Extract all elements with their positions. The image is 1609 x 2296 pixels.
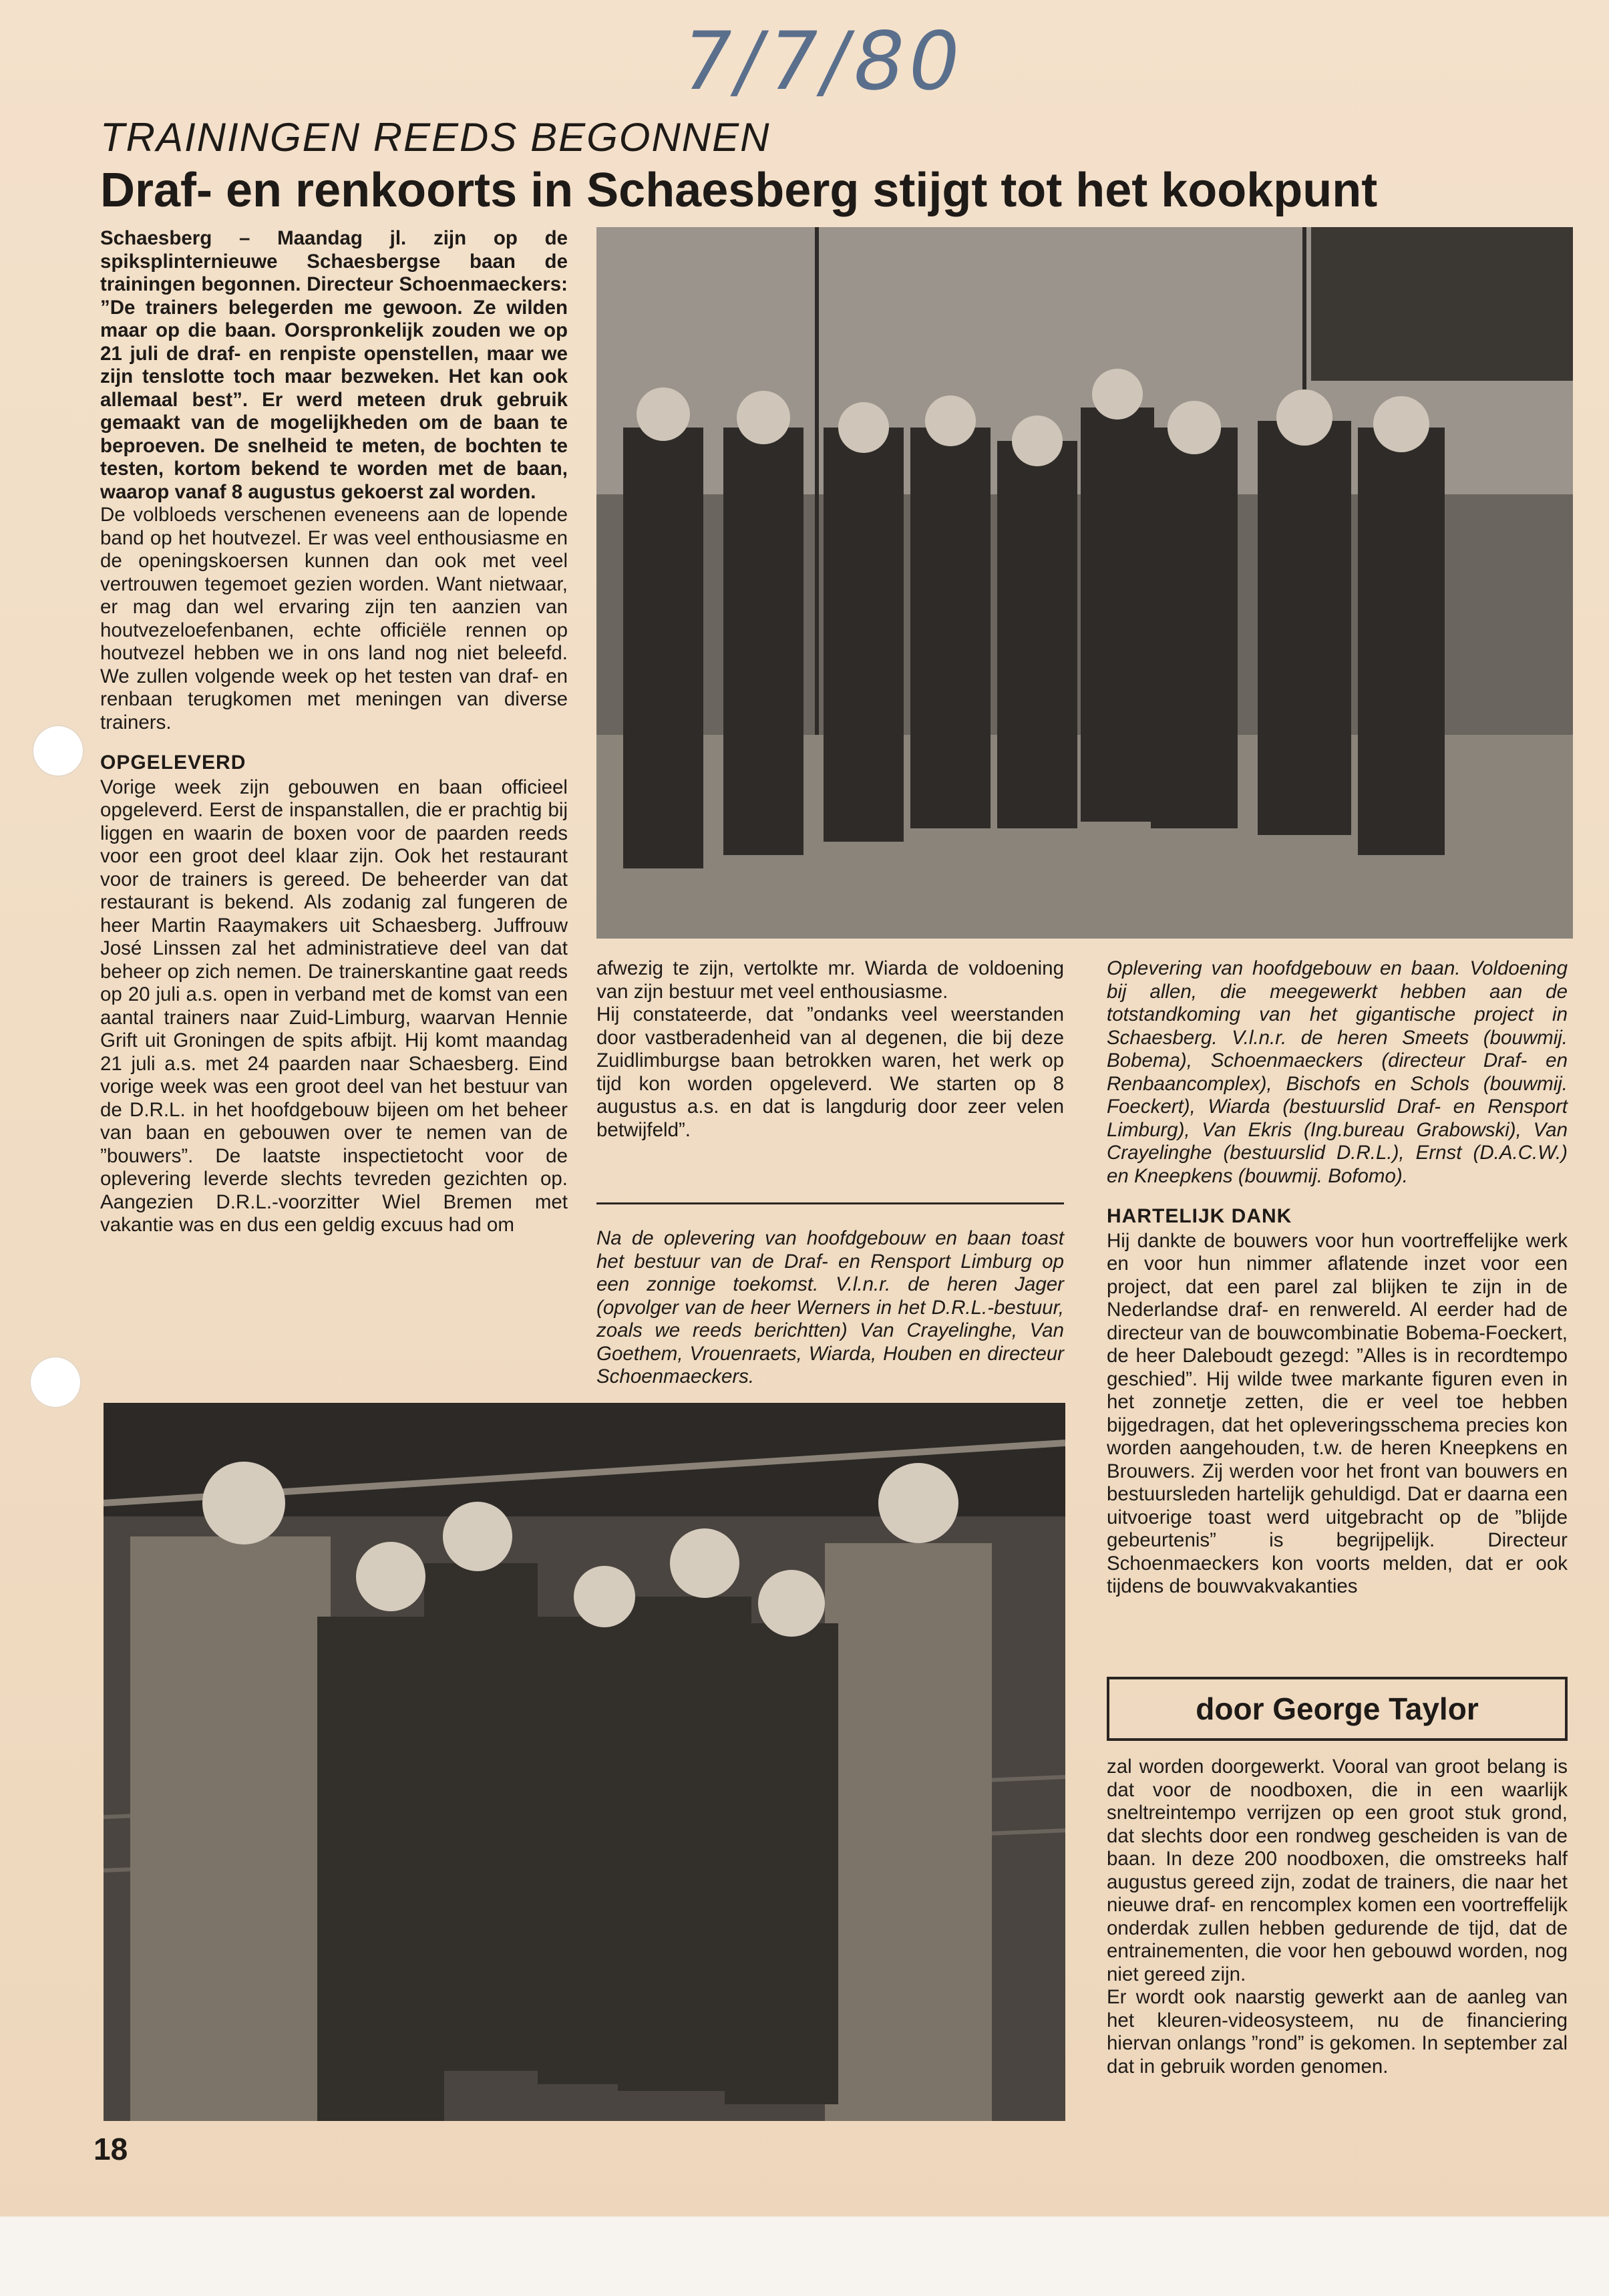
kicker: TRAININGEN REEDS BEGONNEN [100, 115, 771, 160]
paragraph: zal worden doorgewerkt. Vooral van groot belang is dat voor de noodboxen, die in een waarlijk sneltreintempo verrijzen op een groot stuk grond, dat slechts door een rondweg gescheiden is van de baan. In deze 200 noodboxen, die omstreeks half augustus gereed zijn, zodat de trainers, die naar het nieuwe draf- en rencomplex komen een voortreffelijk onderdak zullen hebben gedurende de tijd, dat de entrainementen, die voor hen gebouwd worden, nog niet gereed zijn. [1107, 1756, 1568, 1985]
photo-group-on-stand [596, 227, 1573, 939]
byline: door George Taylor [1107, 1677, 1568, 1741]
paragraph: Hij dankte de bouwers voor hun voortreffelijke werk en voor hun nimmer aflatende inzet voor een project, dat een parel zal blijken te zijn in de Nederlandse draf- en renwereld. Al eerder had de directeur van de bouwcombinatie Bobema-Foeckert, de heer Daleboudt gezegd: ”Alles is in recordtempo geschied”. Hij wilde twee markante figuren even in het zonnetje zetten, die er veel toe hebben bijgedragen, dat het opleveringsschema precies kon worden aangehouden, t.w. de heren Kneepkens en Brouwers. Zij werden voor het front van bouwers en bestuursleden hartelijk gehuldigd. Dat er daarna een uitvoerige toast werd uitgebracht op de ”blijde gebeurtenis” is begrijpelijk. Directeur Schoenmaeckers kon voorts melden, dat er ook tijdens de bouwvakvakanties [1107, 1229, 1568, 1597]
page-number: 18 [94, 2132, 128, 2166]
photo-caption: Oplevering van hoofdgebouw en baan. Voldoening bij allen, die meegewerkt hebben aan de totstandkoming van het gigantische project in Schaesberg. V.l.n.r. de heren Smeets (bouwmij. Bobema), Schoenmaeckers (directeur Draf- en Renbaancomplex), Bischofs en Schols (bouwmij. Foeckert), Wiarda (bestuurslid Draf- en Rensport Limburg), Van Ekris (Ing.bureau Grabowski), Van Crayelinghe (bestuurslid D.R.L.), Ernst (D.A.C.W.) en Kneepkens (bouwmij. Bofomo). [1107, 957, 1568, 1187]
paragraph: Hij constateerde, dat ”ondanks veel weerstanden door vastberadenheid van al degenen, die bij deze Zuidlimburgse baan betrokken waren, het werk op tijd kon worden opgeleverd. We starten op 8 augustus a.s. en dat is langdurig door zeer velen betwijfeld”. [596, 1003, 1064, 1141]
photo-toast [104, 1403, 1065, 2121]
column-3-continued [1107, 1756, 1568, 2078]
column-2 [596, 957, 1064, 1142]
punch-hole [32, 725, 84, 777]
paragraph: Er wordt ook naarstig gewerkt aan de aanleg van het kleuren-videosysteem, nu de financiering hiervan onlangs ”rond” is gekomen. In september zal dat in gebruik worden genomen. [1107, 1986, 1568, 2078]
lead-paragraph: Schaesberg – Maandag jl. zijn op de spiksplinternieuwe Schaesbergse baan de trainingen begonnen. Directeur Schoenmaeckers: ”De trainers belegerden me gewoon. Ze wilden maar op die baan. Oorspronkelijk zouden we op 21 juli de draf- en renpiste openstellen, maar we zijn tenslotte toch maar bezweken. Het kan ook allemaal best”. Er werd meteen druk gebruik gemaakt van de mogelijkheden om de baan te beproeven. De snelheid te meten, de bochten te testen, kortom bekend te worden met de baan, waarop vanaf 8 augustus gekoerst zal worden. [100, 227, 568, 503]
paragraph: Vorige week zijn gebouwen en baan officieel opgeleverd. Eerst de inspanstallen, die er prachtig bij liggen en waarin de boxen voor de paarden reeds voor een groot deel klaar zijn. Ook het restaurant voor de trainers is gereed. De beheerder van dat restaurant is bekend. Als zodanig zal fungeren de heer Martin Raaymakers uit Schaesberg. Juffrouw José Linssen zal het administratieve deel van dat beheer op zich nemen. De trainerskantine gaat reeds op 20 juli a.s. open in verband met de komst van een aantal trainers naar Zuid-Limburg, waarvan Hennie Grift uit Groningen de spits afbijt. Hij komt maandag 21 juli a.s. met 24 paarden naar Schaesberg. Eind vorige week was een groot deel van het bestuur van de D.R.L. in het hoofdgebouw bijeen om het beheer van baan en gebouwen over te nemen van de ”bouwers”. De laatste inspectietocht voor de oplevering leverde slechts tevreden gezichten op. Aangezien D.R.L.-voorzitter Wiel Bremen met vakantie was en dus een geldig excuus had om [100, 776, 568, 1236]
handwritten-date: 7/7/80 [673, 15, 972, 108]
punch-hole [29, 1356, 81, 1408]
paragraph: afwezig te zijn, vertolkte mr. Wiarda de voldoening van zijn bestuur met veel enthousiasme. [596, 957, 1064, 1003]
paragraph: De volbloeds verschenen eveneens aan de lopende band op het houtvezel. Er was veel enthousiasme en de openingskoersen kunnen dan ook met veel vertrouwen tegemoet gezien worden. Want nietwaar, er mag dan wel ervaring zijn ten aanzien van houtvezeloefenbanen, echte officiële rennen op houtvezel hebben we in ons land nog niet beleefd. We zullen volgende week op het testen van draf- en renbaan terugkomen met meningen van diverse trainers. [100, 504, 568, 733]
column-3 [1107, 957, 1568, 1599]
headline: Draf- en renkoorts in Schaesberg stijgt tot het kookpunt [100, 164, 1378, 217]
photo-caption: Na de oplevering van hoofdgebouw en baan toast het bestuur van de Draf- en Rensport Limburg op een zonnige toekomst. V.l.n.r. de heren Jager (opvolger van de heer Werners in het D.R.L.-bestuur, zoals we reeds berichtten) Van Crayelinghe, Van Goethem, Vrouenraets, Wiarda, Houben en directeur Schoenmaeckers. [596, 1227, 1064, 1387]
scan-margin [0, 2217, 1609, 2296]
section-heading: HARTELIJK DANK [1107, 1205, 1292, 1227]
column-1 [100, 227, 568, 1237]
divider [596, 1202, 1064, 1204]
caption-bottom-photo [596, 1227, 1064, 1389]
section-heading: OPGELEVERD [100, 752, 246, 774]
